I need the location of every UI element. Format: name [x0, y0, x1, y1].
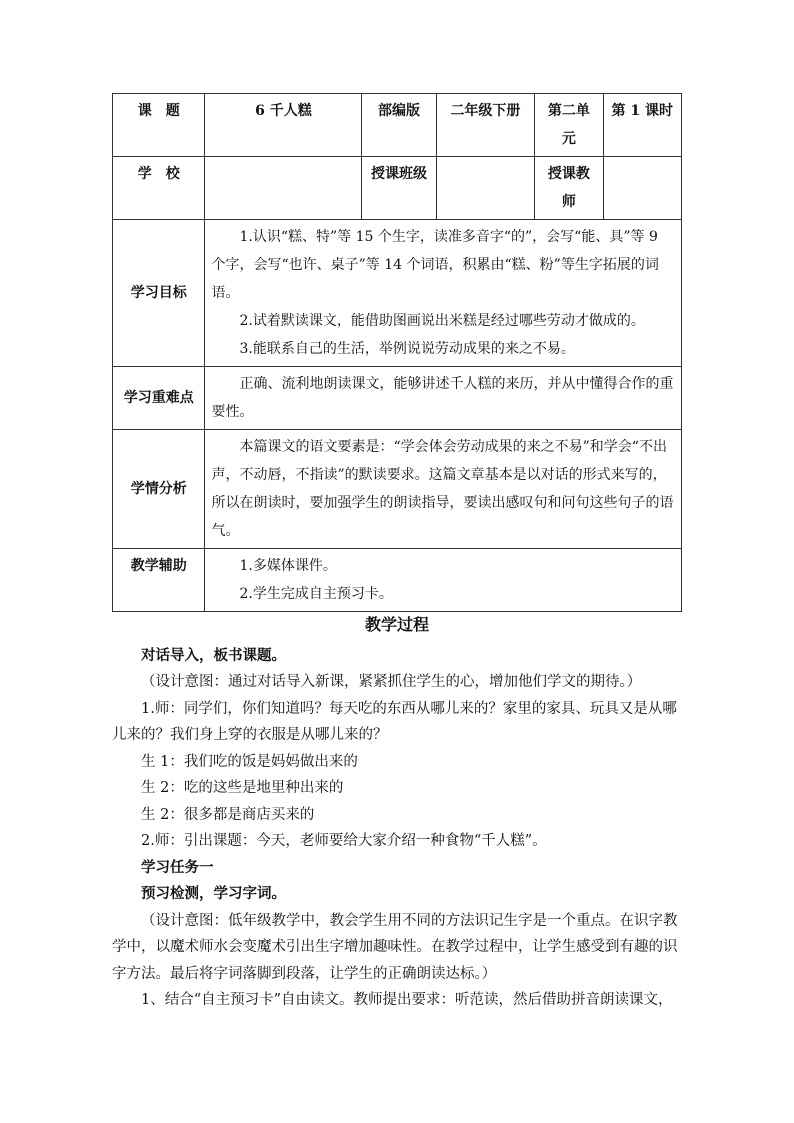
process-line: 2.师：引出课题：今天，老师要给大家介绍一种食物“千人糕”。	[141, 833, 547, 849]
process-line: 1、结合“自主预习卡”自由读文。教师提出要求：听范读，然后借助拼音朗读课文，	[141, 992, 673, 1008]
aids-cell	[205, 549, 682, 612]
table-row	[113, 367, 682, 430]
label-goals: 学习目标	[113, 220, 205, 367]
analysis-cell	[205, 430, 682, 549]
label-school: 学 校	[113, 157, 205, 220]
process-line: （设计意图：低年级教学中，教会学生用不同的方法识记生字是一个重点。在识字教学中，以魔术师水会变魔术引出生字增加趣味性。在教学过程中，让学生感受到有趣的识字方法。最后将字词落脚到段落，让学生的正确朗读达标。）	[112, 912, 678, 982]
table-row	[113, 94, 682, 157]
label-key-points: 学习重难点	[113, 367, 205, 430]
table-row	[113, 430, 682, 549]
process-line: 对话导入，板书课题。	[141, 646, 286, 664]
analysis-text: 本篇课文的语文要素是：“学会体会劳动成果的来之不易”和学会“不出声，不动唇，不指读”的默读要求。这篇文章基本是以对话的形式来写的，所以在朗读时，要加强学生的朗读指导，要读出感叹句和问句这些句子的语气。	[211, 439, 674, 539]
aid-item: 1.多媒体课件。	[239, 558, 337, 574]
process-line: 生 2：很多都是商店买来的	[141, 806, 315, 823]
label-teacher: 授课教师	[535, 157, 603, 220]
period: 第 1 课时	[603, 94, 681, 157]
teaching-process	[112, 612, 682, 1014]
lesson-title: 6 千人糕	[205, 94, 362, 157]
unit: 第二单元	[535, 94, 603, 157]
process-line: 生 1：我们吃的饭是妈妈做出来的	[141, 753, 358, 770]
process-title: 教学过程	[364, 615, 429, 634]
goal-item: 3.能联系自己的生活，举例说说劳动成果的来之不易。	[239, 341, 575, 357]
process-line: 1.师：同学们，你们知道吗？每天吃的东西从哪儿来的？家里的家具、玩具又是从哪儿来的？我们身上穿的衣服是从哪儿来的？	[112, 700, 677, 743]
key-points-cell	[205, 367, 682, 430]
textbook-edition: 部编版	[362, 94, 436, 157]
goal-item: 1.认识“糕、特”等 15 个生字，读准多音字“的”，会写“能、具”等 9 个字，会写“也许、桌子”等 14 个词语，积累由“糕、粉”等生字拓展的词语。	[211, 229, 659, 301]
table-row	[113, 220, 682, 367]
teacher-value	[603, 157, 681, 220]
process-line: 生 2：吃的这些是地里种出来的	[141, 780, 344, 796]
key-points-text: 正确、流利地朗读课文，能够讲述千人糕的来历，并从中懂得合作的重要性。	[211, 376, 674, 420]
goals-cell	[205, 220, 682, 367]
label-class: 授课班级	[362, 157, 436, 220]
goal-item: 2.试着默读课文，能借助图画说出米糕是经过哪些劳动才做成的。	[239, 313, 645, 329]
lesson-info-table	[112, 93, 682, 612]
process-line: 学习任务一	[141, 858, 214, 876]
label-aids: 教学辅助	[113, 549, 205, 612]
process-line: （设计意图：通过对话导入新课，紧紧抓住学生的心，增加他们学文的期待。）	[141, 674, 642, 690]
aid-item: 2.学生完成自主预习卡。	[239, 586, 393, 602]
grade: 二年级下册	[436, 94, 535, 157]
process-line: 预习检测，学习字词。	[141, 885, 286, 902]
class-value	[436, 157, 535, 220]
table-row	[113, 549, 682, 612]
table-row	[113, 157, 682, 220]
school-value	[205, 157, 362, 220]
label-analysis: 学情分析	[113, 430, 205, 549]
label-subject: 课 题	[113, 94, 205, 157]
